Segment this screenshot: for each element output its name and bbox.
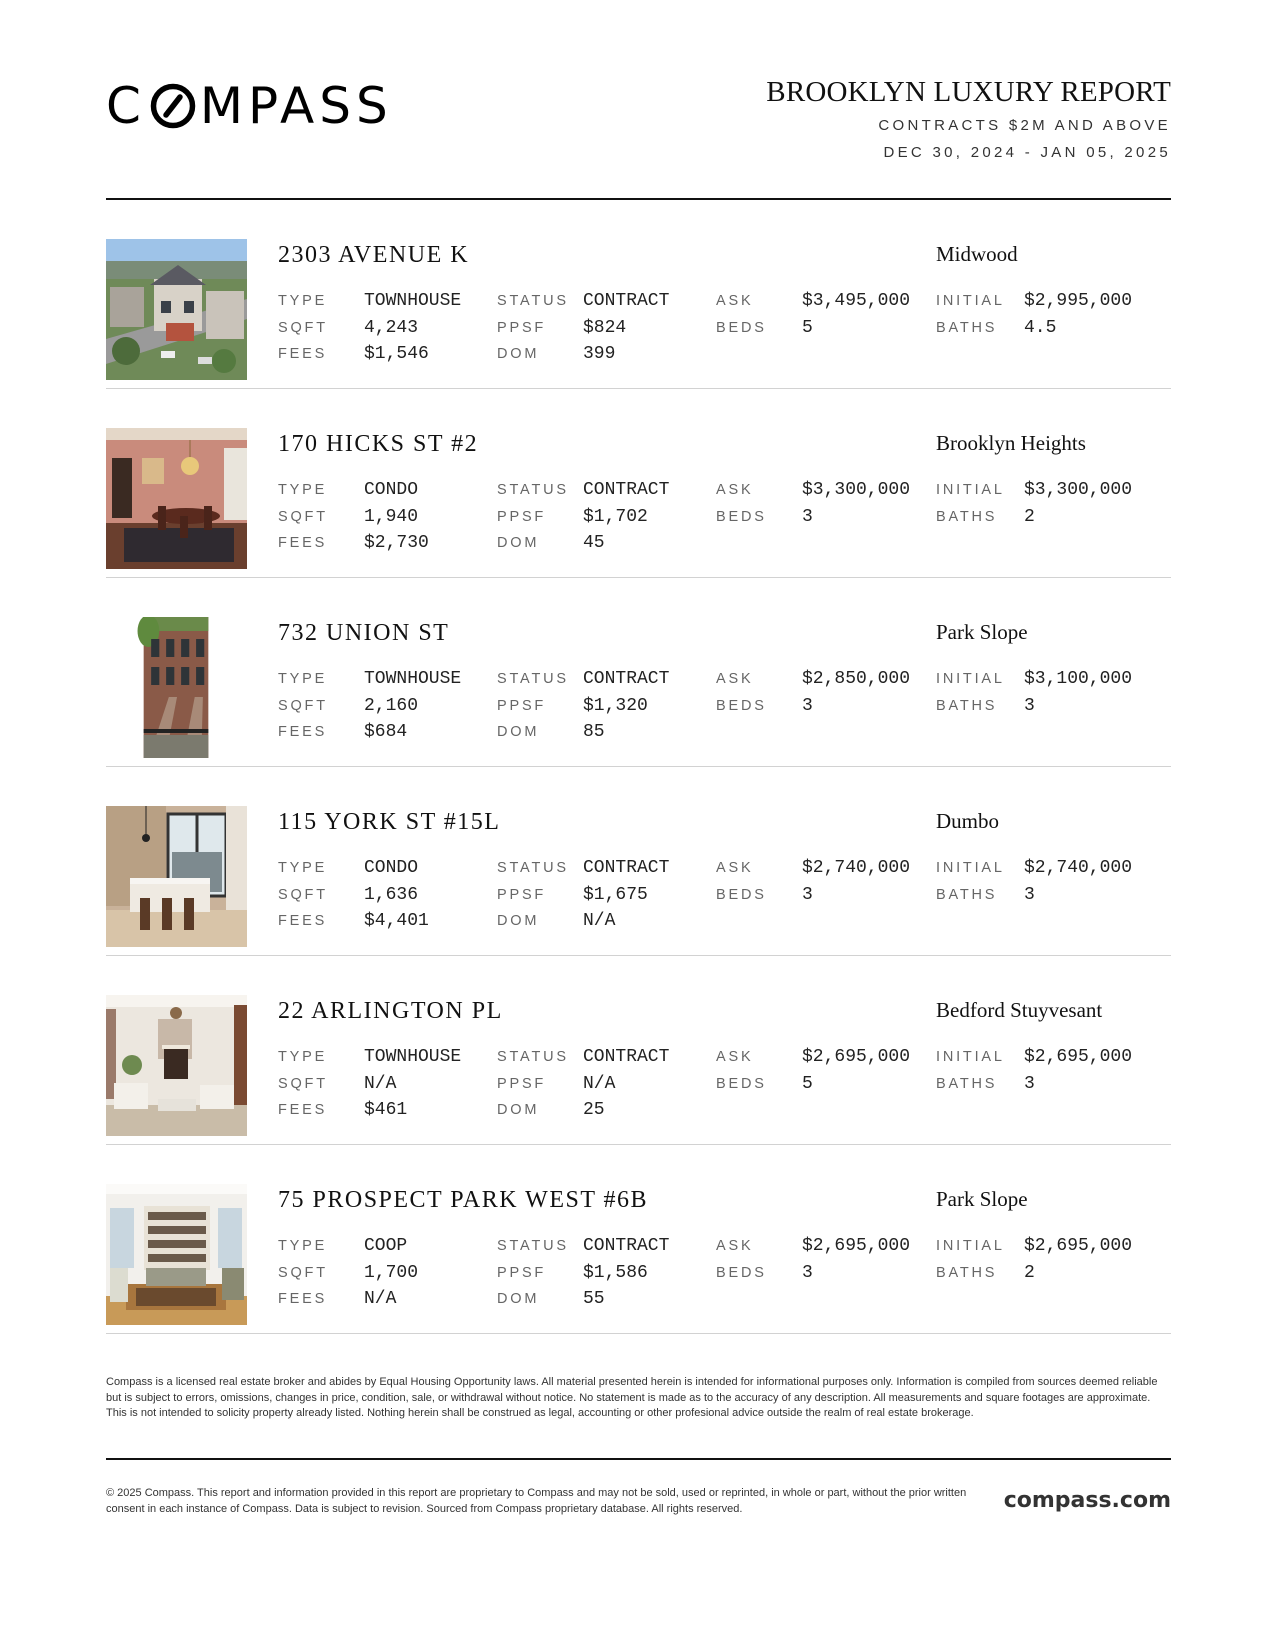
report-header: [106, 70, 1171, 200]
fees-label: FEES: [278, 346, 328, 363]
baths-label: BATHS: [936, 886, 998, 903]
ask-label: ASK: [716, 671, 754, 688]
fees-label: FEES: [278, 1291, 328, 1308]
listing-col-type: [278, 1044, 461, 1124]
beds-label: BEDS: [716, 508, 767, 525]
listing-row: [106, 200, 1171, 389]
status-label: STATUS: [497, 860, 569, 877]
listing-col-initial: [936, 288, 1132, 341]
listing-col-initial: [936, 477, 1132, 530]
fees-label: FEES: [278, 1102, 328, 1119]
type-value: TOWNHOUSE: [364, 1047, 462, 1068]
listing-neighborhood: Park Slope: [936, 620, 1028, 644]
listing-col-status: [497, 1233, 669, 1313]
sqft-value: 1,940: [364, 506, 419, 527]
type-label: TYPE: [278, 293, 328, 310]
beds-value: 3: [802, 1262, 813, 1283]
listing-row: [106, 389, 1171, 578]
ppsf-label: PPSF: [497, 1075, 547, 1092]
ask-label: ASK: [716, 293, 754, 310]
dom-value: 25: [583, 1100, 605, 1121]
sqft-value: N/A: [364, 1073, 397, 1094]
baths-value: 2: [1024, 506, 1035, 527]
listing-col-status: [497, 855, 669, 935]
ppsf-label: PPSF: [497, 1264, 547, 1281]
type-value: CONDO: [364, 480, 419, 501]
compass-o-icon: [149, 78, 197, 134]
ppsf-value: N/A: [583, 1073, 616, 1094]
baths-value: 4.5: [1024, 317, 1057, 338]
ppsf-value: $1,675: [583, 884, 648, 905]
status-value: CONTRACT: [583, 291, 670, 312]
ppsf-value: $1,586: [583, 1262, 648, 1283]
baths-label: BATHS: [936, 697, 998, 714]
sqft-value: 1,636: [364, 884, 419, 905]
type-label: TYPE: [278, 1049, 328, 1066]
status-value: CONTRACT: [583, 1047, 670, 1068]
initial-label: INITIAL: [936, 1238, 1005, 1255]
listing-col-type: [278, 855, 429, 935]
baths-label: BATHS: [936, 319, 998, 336]
listing-neighborhood: Park Slope: [936, 1187, 1028, 1211]
fees-value: $1,546: [364, 344, 429, 365]
fees-label: FEES: [278, 913, 328, 930]
ppsf-label: PPSF: [497, 319, 547, 336]
ask-value: $2,695,000: [802, 1047, 911, 1068]
fees-label: FEES: [278, 535, 328, 552]
ask-label: ASK: [716, 860, 754, 877]
footer-divider: [106, 1458, 1171, 1460]
beds-value: 3: [802, 695, 813, 716]
baths-value: 2: [1024, 1262, 1035, 1283]
report-dates: DEC 30, 2024 - JAN 05, 2025: [883, 144, 1171, 161]
listing-address[interactable]: 22 ARLINGTON PL: [278, 998, 503, 1024]
dom-value: N/A: [583, 911, 616, 932]
status-value: CONTRACT: [583, 1236, 670, 1257]
listing-col-initial: [936, 666, 1132, 719]
dom-label: DOM: [497, 1102, 540, 1119]
ask-value: $2,695,000: [802, 1236, 911, 1257]
listing-neighborhood: Midwood: [936, 242, 1018, 266]
listing-col-initial: [936, 855, 1132, 908]
type-value: CONDO: [364, 858, 419, 879]
listing-col-ask: [716, 1233, 910, 1286]
status-label: STATUS: [497, 671, 569, 688]
initial-value: $3,100,000: [1024, 669, 1133, 690]
report-subtitle: CONTRACTS $2M AND ABOVE: [878, 117, 1171, 134]
fees-value: $684: [364, 722, 408, 743]
sqft-label: SQFT: [278, 508, 328, 525]
ask-label: ASK: [716, 1238, 754, 1255]
listing-photo[interactable]: [106, 1184, 247, 1325]
sqft-label: SQFT: [278, 886, 328, 903]
sqft-value: 4,243: [364, 317, 419, 338]
listing-photo[interactable]: [106, 428, 247, 569]
beds-label: BEDS: [716, 886, 767, 903]
initial-label: INITIAL: [936, 860, 1005, 877]
baths-label: BATHS: [936, 1264, 998, 1281]
listing-address[interactable]: 2303 AVENUE K: [278, 242, 470, 268]
baths-value: 3: [1024, 695, 1035, 716]
type-label: TYPE: [278, 671, 328, 688]
listing-col-ask: [716, 1044, 910, 1097]
listing-col-ask: [716, 288, 910, 341]
sqft-label: SQFT: [278, 1075, 328, 1092]
listing-photo[interactable]: [106, 806, 247, 947]
listing-row: [106, 956, 1171, 1145]
listing-neighborhood: Bedford Stuyvesant: [936, 998, 1103, 1022]
dom-value: 45: [583, 533, 605, 554]
report-title: BROOKLYN LUXURY REPORT: [766, 76, 1171, 108]
dom-value: 55: [583, 1289, 605, 1310]
disclaimer: Compass is a licensed real estate broker and abides by Equal Housing Opportunity laws. All material presented herein is intended for informational purposes only. Information is compiled from sources deemed reliable but is subject to errors, omissions, changes in price, condition, sale, or withdrawal without notice. No statement is made as to the accuracy of any description. All measurements and square footages are approximate. This is not intended to solicity property already listed. Nothing herein shall be construed as legal, accounting or other profesional advice outside the realm of real estate brokerage.: [106, 1376, 1158, 1419]
dom-label: DOM: [497, 535, 540, 552]
status-value: CONTRACT: [583, 669, 670, 690]
status-value: CONTRACT: [583, 480, 670, 501]
listing-col-status: [497, 1044, 669, 1124]
ppsf-value: $1,320: [583, 695, 648, 716]
listing-col-ask: [716, 855, 910, 908]
initial-value: $2,695,000: [1024, 1047, 1133, 1068]
ask-value: $2,850,000: [802, 669, 911, 690]
ppsf-label: PPSF: [497, 886, 547, 903]
listing-photo[interactable]: [128, 617, 224, 758]
listing-col-initial: [936, 1233, 1132, 1286]
baths-value: 3: [1024, 1073, 1035, 1094]
listing-col-type: [278, 288, 461, 368]
baths-value: 3: [1024, 884, 1035, 905]
type-label: TYPE: [278, 1238, 328, 1255]
logo-text-right: MPASS: [199, 77, 393, 135]
listing-neighborhood: Dumbo: [936, 809, 999, 833]
sqft-label: SQFT: [278, 319, 328, 336]
status-label: STATUS: [497, 1049, 569, 1066]
type-label: TYPE: [278, 482, 328, 499]
beds-label: BEDS: [716, 1075, 767, 1092]
sqft-value: 2,160: [364, 695, 419, 716]
sqft-value: 1,700: [364, 1262, 419, 1283]
logo-text-left: C: [106, 77, 146, 135]
sqft-label: SQFT: [278, 1264, 328, 1281]
fees-value: N/A: [364, 1289, 397, 1310]
status-label: STATUS: [497, 1238, 569, 1255]
listing-list: [106, 200, 1171, 1334]
type-value: COOP: [364, 1236, 408, 1257]
ask-label: ASK: [716, 1049, 754, 1066]
type-value: TOWNHOUSE: [364, 291, 462, 312]
listing-col-status: [497, 666, 669, 746]
initial-label: INITIAL: [936, 1049, 1005, 1066]
ppsf-label: PPSF: [497, 508, 547, 525]
dom-label: DOM: [497, 724, 540, 741]
listing-col-ask: [716, 477, 910, 530]
dom-value: 399: [583, 344, 616, 365]
dom-label: DOM: [497, 913, 540, 930]
listing-photo[interactable]: [106, 239, 247, 380]
listing-col-status: [497, 288, 669, 368]
listing-col-status: [497, 477, 669, 557]
fees-value: $461: [364, 1100, 408, 1121]
baths-label: BATHS: [936, 1075, 998, 1092]
type-value: TOWNHOUSE: [364, 669, 462, 690]
listing-neighborhood: Brooklyn Heights: [936, 431, 1086, 455]
ask-value: $3,495,000: [802, 291, 911, 312]
ask-label: ASK: [716, 482, 754, 499]
compass-logo: [106, 78, 393, 134]
status-label: STATUS: [497, 482, 569, 499]
beds-value: 5: [802, 1073, 813, 1094]
dom-label: DOM: [497, 346, 540, 363]
status-value: CONTRACT: [583, 858, 670, 879]
ppsf-value: $1,702: [583, 506, 648, 527]
beds-label: BEDS: [716, 319, 767, 336]
initial-label: INITIAL: [936, 482, 1005, 499]
ask-value: $2,740,000: [802, 858, 911, 879]
listing-col-type: [278, 1233, 418, 1313]
listing-address[interactable]: 75 PROSPECT PARK WEST #6B: [278, 1187, 649, 1213]
ask-value: $3,300,000: [802, 480, 911, 501]
beds-value: 3: [802, 884, 813, 905]
initial-value: $2,740,000: [1024, 858, 1133, 879]
sqft-label: SQFT: [278, 697, 328, 714]
type-label: TYPE: [278, 860, 328, 877]
dom-value: 85: [583, 722, 605, 743]
listing-address[interactable]: 115 YORK ST #15L: [278, 809, 501, 835]
listing-row: [106, 767, 1171, 956]
status-label: STATUS: [497, 293, 569, 310]
listing-col-ask: [716, 666, 910, 719]
listing-col-initial: [936, 1044, 1132, 1097]
fees-label: FEES: [278, 724, 328, 741]
initial-value: $2,995,000: [1024, 291, 1133, 312]
initial-label: INITIAL: [936, 671, 1005, 688]
beds-value: 3: [802, 506, 813, 527]
listing-row: [106, 578, 1171, 767]
baths-label: BATHS: [936, 508, 998, 525]
fees-value: $4,401: [364, 911, 429, 932]
ppsf-value: $824: [583, 317, 627, 338]
dom-label: DOM: [497, 1291, 540, 1308]
initial-value: $3,300,000: [1024, 480, 1133, 501]
initial-value: $2,695,000: [1024, 1236, 1133, 1257]
listing-address[interactable]: 732 UNION ST: [278, 620, 450, 646]
initial-label: INITIAL: [936, 293, 1005, 310]
copyright: © 2025 Compass. This report and information provided in this report are proprietary to Compass and may not be sold, used or reprinted, in whole or part, without the prior written consent in each instance of Compass. Data is subject to revision. Sourced from Compass proprietary database. All rights reserved.: [106, 1487, 967, 1515]
listing-address[interactable]: 170 HICKS ST #2: [278, 431, 479, 457]
beds-label: BEDS: [716, 1264, 767, 1281]
beds-value: 5: [802, 317, 813, 338]
fees-value: $2,730: [364, 533, 429, 554]
beds-label: BEDS: [716, 697, 767, 714]
listing-photo[interactable]: [106, 995, 247, 1136]
listing-col-type: [278, 666, 461, 746]
ppsf-label: PPSF: [497, 697, 547, 714]
website-link[interactable]: compass.com: [1003, 1488, 1171, 1513]
listing-col-type: [278, 477, 429, 557]
listing-row: [106, 1145, 1171, 1334]
